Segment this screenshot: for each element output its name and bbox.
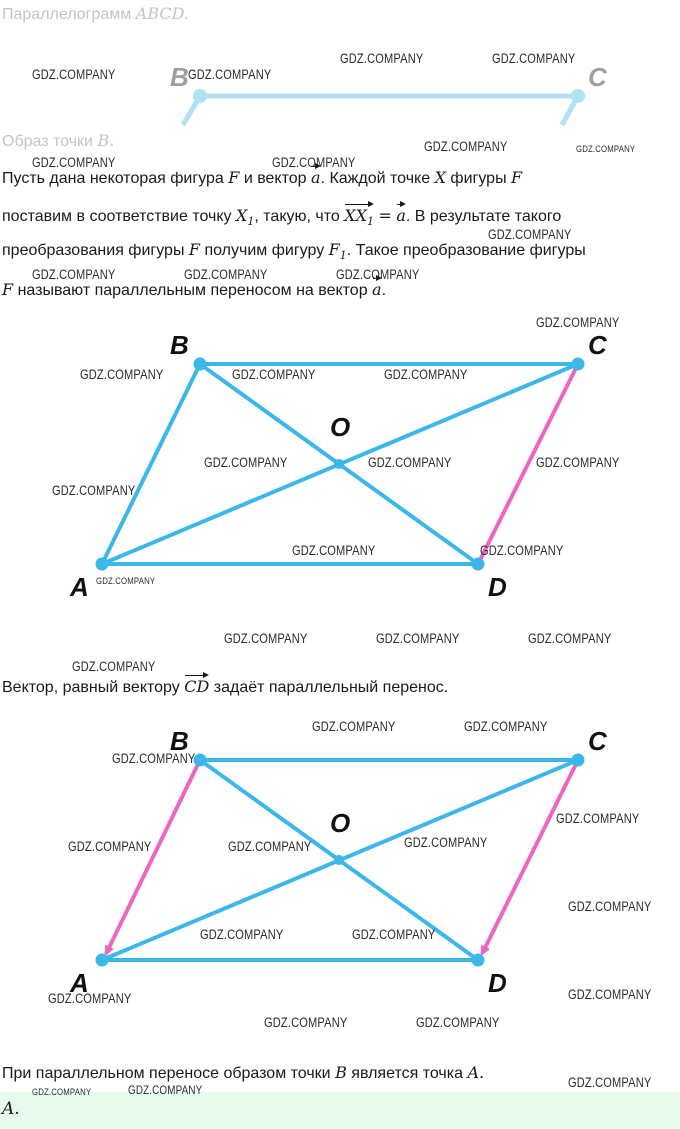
parallelogram-diagram-2 [0,696,680,1016]
point-b [194,754,207,767]
watermark: GDZ.COMPANY [32,67,116,82]
label-d: D [488,968,507,998]
watermark: GDZ.COMPANY [528,631,612,646]
math-a: A. [467,1063,485,1082]
point-a [96,954,109,967]
subquestion-label [2,131,114,151]
label-a: A [70,572,89,602]
point-c [572,358,585,371]
math-x: X [434,168,446,187]
watermark: GDZ.COMPANY [336,267,420,282]
text: называют параллельным переносом на вектор [17,282,368,299]
conclusion-sentence [2,1063,484,1083]
label-c: C [588,330,607,360]
sub: 1 [247,215,255,229]
vector-cd: CD [184,673,209,696]
text: поставим в соответствие точку [2,208,232,225]
label-o: O [330,808,351,838]
watermark: GDZ.COMPANY [536,315,620,330]
watermark: GDZ.COMPANY [80,367,164,382]
watermark: GDZ.COMPANY [48,991,132,1006]
watermark: GDZ.COMPANY [264,1015,348,1030]
text: . Каждой точке [320,170,431,187]
watermark: GDZ.COMPANY [416,1015,500,1030]
watermark: GDZ.COMPANY [480,543,564,558]
side-ab [102,364,200,564]
para-line-2 [2,202,561,228]
watermark: GDZ.COMPANY [68,839,152,854]
label-b: B [170,726,189,756]
top-point-c [571,89,585,103]
watermark: GDZ.COMPANY [52,483,136,498]
watermark: GDZ.COMPANY [384,367,468,382]
heading-text: Параллелограмм [2,6,132,23]
math-f1 [328,240,347,263]
point-a [96,558,109,571]
text: , такую, что [254,208,340,225]
watermark: GDZ.COMPANY [184,267,268,282]
subquestion-text: Образ точки [2,133,93,150]
watermark: GDZ.COMPANY [340,51,424,66]
watermark: GDZ.COMPANY [292,543,376,558]
point-c [572,754,585,767]
math-f: F [228,168,240,187]
watermark: GDZ.COMPANY [556,811,640,826]
text: . В результате такого [405,208,562,225]
subquestion-math: B. [97,131,115,150]
watermark: GDZ.COMPANY [228,839,312,854]
answer-text: A. [2,1099,20,1119]
text: При параллельном переносе образом точки [2,1065,331,1082]
math-b: B [335,1063,347,1082]
label-o: O [330,412,351,442]
watermark: GDZ.COMPANY [72,659,156,674]
watermark: GDZ.COMPANY [232,367,316,382]
top-label-c: C [588,62,607,92]
label-b: B [170,330,189,360]
top-label-b: B [170,62,189,92]
watermark: GDZ.COMPANY [368,455,452,470]
sub: 1 [339,249,347,263]
watermark: GDZ.COMPANY [488,227,572,242]
point-o [334,855,344,865]
text: Вектор, равный вектору [2,679,180,696]
x: X [236,206,248,225]
math-f: F [511,168,523,187]
heading-math: ABCD. [135,4,189,23]
vector-xx1 [344,202,374,228]
watermark: GDZ.COMPANY [224,631,308,646]
math-f: F [188,240,201,259]
answer-box [0,1092,680,1129]
math-f: F [2,280,14,299]
vector-sentence [2,673,448,697]
watermark: GDZ.COMPANY [464,719,548,734]
watermark: GDZ.COMPANY [536,455,620,470]
watermark: GDZ.COMPANY [424,139,508,154]
sub: 1 [367,215,375,229]
text: получим фигуру [204,242,325,259]
top-point-b [193,89,207,103]
point-b [194,358,207,371]
label-d: D [488,572,507,602]
text: преобразования фигуры [2,242,185,259]
watermark: GDZ.COMPANY [404,835,488,850]
point-d [472,954,485,967]
watermark: GDZ.COMPANY [32,267,116,282]
vector-a: a [311,164,321,187]
watermark: GDZ.COMPANY [128,1083,203,1097]
watermark: GDZ.COMPANY [568,1075,652,1090]
watermark: GDZ.COMPANY [568,987,652,1002]
watermark: GDZ.COMPANY [200,927,284,942]
text: . Такое преобразование фигуры [346,242,586,259]
watermark: GDZ.COMPANY [32,1087,92,1098]
watermark: GDZ.COMPANY [112,751,196,766]
text: . [381,282,387,299]
vector-a: a [372,276,382,299]
vector-a: a [396,202,406,225]
text: является точка [351,1065,463,1082]
equals: = [378,206,392,225]
watermark: GDZ.COMPANY [376,631,460,646]
watermark: GDZ.COMPANY [188,67,272,82]
para-line-3 [2,240,586,262]
watermark: GDZ.COMPANY [492,51,576,66]
f: F [328,240,340,259]
watermark: GDZ.COMPANY [312,719,396,734]
watermark: GDZ.COMPANY [96,576,156,587]
watermark: GDZ.COMPANY [352,927,436,942]
xx: XX [344,206,368,225]
watermark: GDZ.COMPANY [272,155,356,170]
text: и вектор [243,170,307,187]
point-d [472,558,485,571]
watermark: GDZ.COMPANY [576,144,636,155]
text: Пусть дана некоторая фигура [2,170,224,187]
label-a: A [70,968,89,998]
text: фигуры [450,170,507,187]
text: задаёт параллельный перенос. [213,679,449,696]
vector-cd [482,760,578,954]
watermark: GDZ.COMPANY [568,899,652,914]
point-o [334,459,344,469]
math-x1 [236,206,255,229]
watermark: GDZ.COMPANY [32,155,116,170]
watermark: GDZ.COMPANY [204,455,288,470]
label-c: C [588,726,607,756]
